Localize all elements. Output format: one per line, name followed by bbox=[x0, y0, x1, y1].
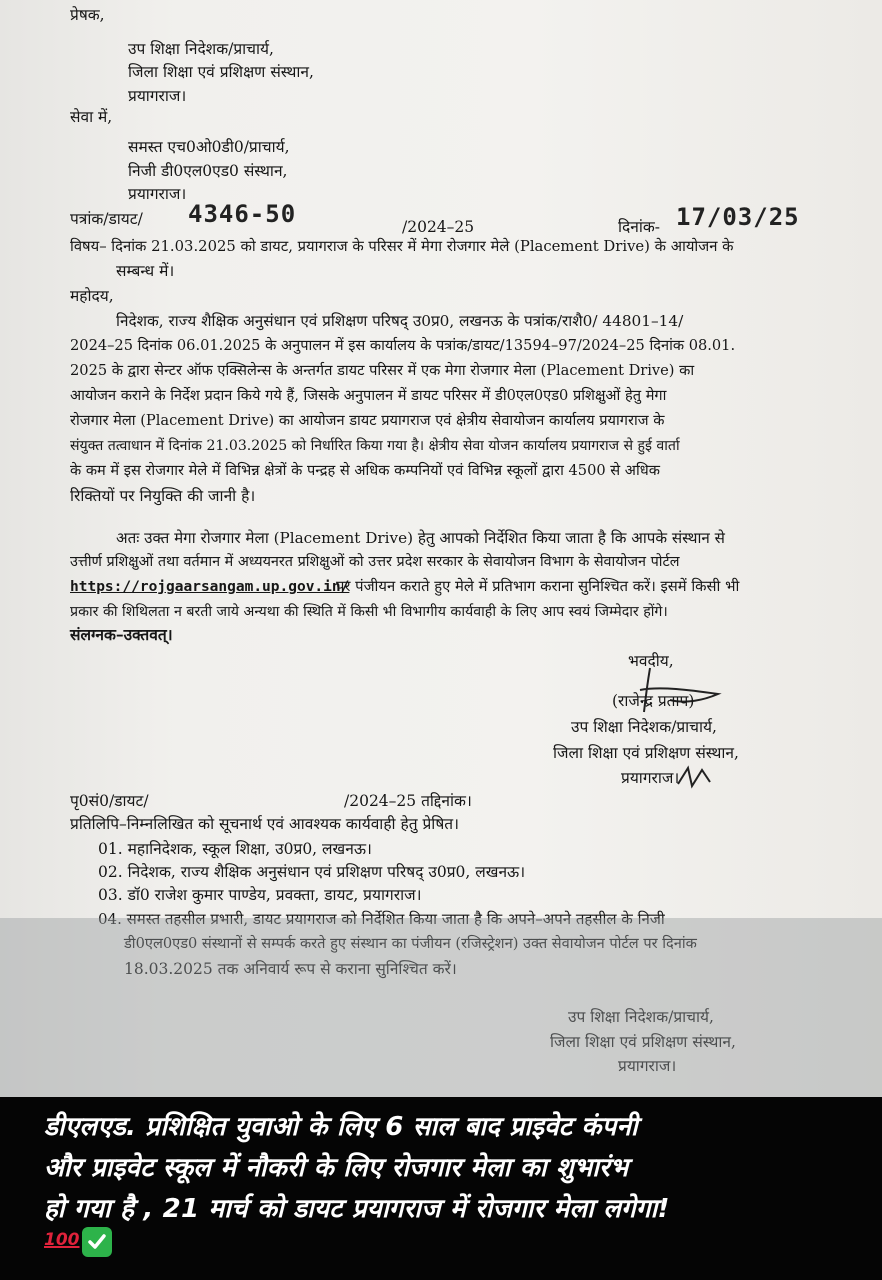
bottom-signature-line: जिला शिक्षा एवं प्रशिक्षण संस्थान, bbox=[550, 1033, 736, 1051]
body-line: उत्तीर्ण प्रशिक्षुओं तथा वर्तमान में अध्ययनरत प्रशिक्षुओं को उत्तर प्रदेश सरकार के सेवायोजन विभाग के सेवायोजन पोर्टल bbox=[70, 554, 680, 570]
body-line: के कम में इस रोजगार मेले में विभिन्न क्षेत्रों के पन्द्रह से अधिक कम्पनियों एवं विभिन्न स्कूलों द्वारा 4500 से अधिक bbox=[70, 462, 660, 479]
copy-intro: प्रतिलिपि–निम्नलिखित को सूचनार्थ एवं आवश्यक कार्यवाही हेतु प्रेषित। bbox=[70, 815, 459, 833]
subject-line: विषय– दिनांक 21.03.2025 को डायट, प्रयागराज के परिसर में मेगा रोजगार मेले (Placement Drive) के आयोजन के bbox=[70, 238, 734, 255]
copy-list-item-continued: 18.03.2025 तक अनिवार्य रूप से कराना सुनिश्चित करें। bbox=[124, 960, 457, 978]
translucent-overlay-band bbox=[0, 918, 882, 1100]
sender-line: उप शिक्षा निदेशक/प्राचार्य, bbox=[128, 40, 274, 58]
reference-year: /2024–25 bbox=[402, 218, 475, 236]
copy-list-item: 03. डॉ0 राजेश कुमार पाण्डेय, प्रवक्ता, डायट, प्रयागराज। bbox=[98, 886, 422, 904]
body-line: 2025 के द्वारा सेन्टर ऑफ एक्सिलेन्स के अन्तर्गत डायट परिसर में एक मेगा रोजगार मेला (Placement Drive) का bbox=[70, 362, 695, 379]
caption-line: हो गया है , 21 मार्च को डायट प्रयागराज में रोजगार मेला लगेगा! bbox=[44, 1194, 670, 1224]
signatory-name: (राजेन्द्र प्रताप) bbox=[612, 692, 695, 710]
recipient-label: सेवा में, bbox=[70, 108, 113, 126]
body-line: संयुक्त तत्वाधान में दिनांक 21.03.2025 को निर्धारित किया गया है। क्षेत्रीय सेवा योजन कार्यालय प्रयागराज से हुई वार्ता bbox=[70, 438, 680, 454]
body-line: पर पंजीयन कराते हुए मेले में प्रतिभाग कराना सुनिश्चित करें। इसमें किसी भी bbox=[336, 578, 740, 595]
subject-line: सम्बन्ध में। bbox=[116, 262, 175, 280]
reference-number-handwritten: 4346-50 bbox=[188, 200, 297, 228]
body-line: 2024–25 दिनांक 06.01.2025 के अनुपालन में इस कार्यालय के पत्रांक/डायट/13594–97/2024–25 दिनांक 08.01. bbox=[70, 337, 736, 354]
copy-reference-year: /2024–25 तद्दिनांक। bbox=[344, 792, 472, 810]
bottom-signature-line: उप शिक्षा निदेशक/प्राचार्य, bbox=[568, 1008, 714, 1026]
copy-list-item: 04. समस्त तहसील प्रभारी, डायट प्रयागराज को निर्देशित किया जाता है कि अपने–अपने तहसील के निजी bbox=[98, 910, 665, 928]
check-mark-button-icon bbox=[82, 1227, 112, 1257]
date-handwritten: 17/03/25 bbox=[676, 203, 800, 231]
enclosure-note: संलग्नक–उक्तवत्। bbox=[70, 625, 173, 644]
signature-line: उप शिक्षा निदेशक/प्राचार्य, bbox=[571, 718, 717, 736]
body-line: आयोजन कराने के निर्देश प्रदान किये गये हैं, जिसके अनुपालन में डायट परिसर में डी0एल0एड0 प्रशिक्षुओं हेतु मेगा bbox=[70, 387, 667, 404]
hundred-points-icon: 100 bbox=[44, 1230, 80, 1250]
recipient-line: प्रयागराज। bbox=[128, 185, 187, 203]
salutation: महोदय, bbox=[70, 287, 114, 305]
body-line: अतः उक्त मेगा रोजगार मेला (Placement Drive) हेतु आपको निर्देशित किया जाता है कि आपके संस्थान से bbox=[116, 529, 725, 547]
body-line: रिक्तियों पर नियुक्ति की जानी है। bbox=[70, 487, 256, 505]
signature-line: प्रयागराज। bbox=[621, 769, 680, 787]
body-line: निदेशक, राज्य शैक्षिक अनुसंधान एवं प्रशिक्षण परिषद् उ0प्र0, लखनऊ के पत्रांक/राशै0/ 44801–14/ bbox=[116, 312, 684, 330]
portal-link[interactable]: https://rojgaarsangam.up.gov.in/ bbox=[70, 579, 350, 595]
body-line: रोजगार मेला (Placement Drive) का आयोजन डायट प्रयागराज एवं क्षेत्रीय सेवायोजन कार्यालय प्रयागराज के bbox=[70, 412, 665, 429]
signature-line: जिला शिक्षा एवं प्रशिक्षण संस्थान, bbox=[553, 744, 739, 762]
bottom-signature-line: प्रयागराज। bbox=[618, 1057, 677, 1075]
sender-label: प्रेषक, bbox=[70, 6, 105, 24]
sender-line: प्रयागराज। bbox=[128, 87, 187, 105]
date-label: दिनांक- bbox=[618, 218, 661, 236]
recipient-line: समस्त एच0ओ0डी0/प्राचार्य, bbox=[128, 138, 290, 156]
signature-scribble-icon bbox=[600, 660, 730, 720]
caption-line: डीएलएड. प्रशिक्षित युवाओ के लिए 6 साल बाद प्राइवेट कंपनी bbox=[44, 1112, 638, 1142]
copy-list-item: 01. महानिदेशक, स्कूल शिक्षा, उ0प्र0, लखनऊ। bbox=[98, 840, 372, 858]
initials-scribble-icon bbox=[676, 764, 712, 790]
copy-list-item-continued: डी0एल0एड0 संस्थानों से सम्पर्क करते हुए संस्थान का पंजीयन (रजिस्ट्रेशन) उक्त सेवायोजन पोर्टल पर दिनांक bbox=[124, 935, 697, 952]
sender-line: जिला शिक्षा एवं प्रशिक्षण संस्थान, bbox=[128, 63, 314, 81]
closing: भवदीय, bbox=[628, 652, 674, 670]
caption-line: और प्राइवेट स्कूल में नौकरी के लिए रोजगार मेला का शुभारंभ bbox=[44, 1153, 629, 1183]
recipient-line: निजी डी0एल0एड0 संस्थान, bbox=[128, 162, 288, 180]
reference-label: पत्रांक/डायट/ bbox=[70, 210, 143, 228]
body-line: प्रकार की शिथिलता न बरती जाये अन्यथा की स्थिति में किसी भी विभागीय कार्यवाही के लिए आप स्वयं जिम्मेदार होंगे। bbox=[70, 604, 668, 620]
copy-reference-label: पृ0सं0/डायट/ bbox=[70, 792, 149, 810]
copy-list-item: 02. निदेशक, राज्य शैक्षिक अनुसंधान एवं प्रशिक्षण परिषद् उ0प्र0, लखनऊ। bbox=[98, 863, 526, 881]
